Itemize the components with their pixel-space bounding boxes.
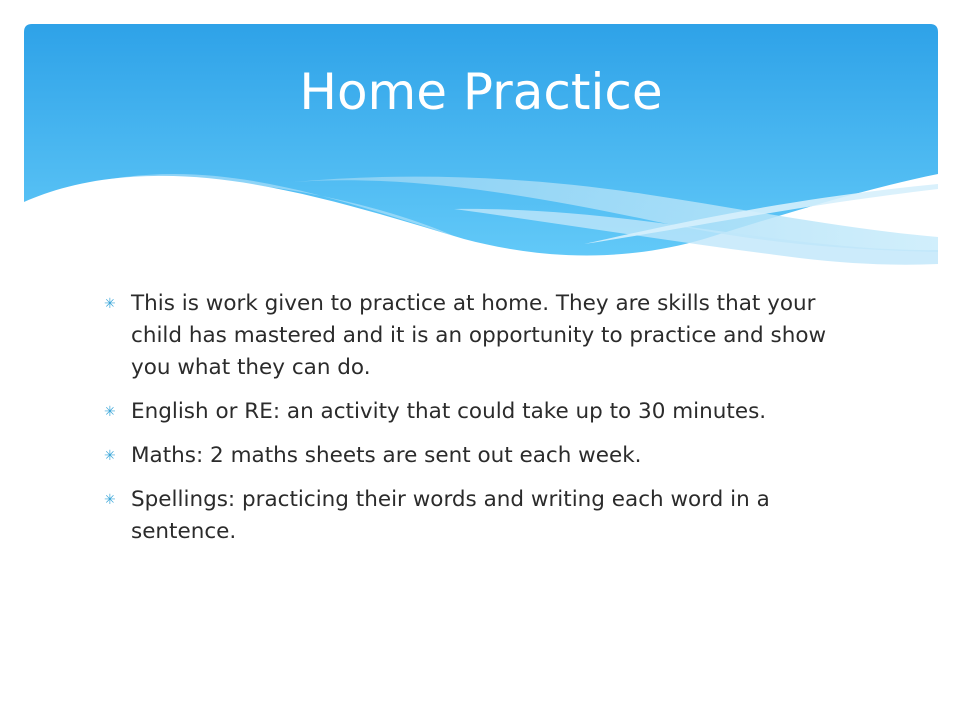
asterisk-bullet-icon: ✳ bbox=[104, 492, 116, 508]
bullet-text: This is work given to practice at home. They are skills that your child has mastered and it is an opportunity to practice and show you what they can do. bbox=[131, 291, 827, 380]
bullet-item bbox=[104, 396, 864, 428]
asterisk-bullet-icon: ✳ bbox=[104, 404, 116, 420]
slide-title: Home Practice bbox=[299, 63, 663, 121]
bullet-item bbox=[104, 484, 864, 548]
asterisk-bullet-icon: ✳ bbox=[104, 296, 116, 312]
bullet-item bbox=[104, 288, 864, 384]
bullet-item bbox=[104, 440, 864, 472]
bullet-list bbox=[104, 288, 864, 560]
asterisk-bullet-icon: ✳ bbox=[104, 448, 116, 464]
bullet-text: Maths: 2 maths sheets are sent out each week. bbox=[131, 443, 642, 468]
bullet-text: Spellings: practicing their words and writing each word in a sentence. bbox=[131, 487, 770, 544]
bullet-text: English or RE: an activity that could take up to 30 minutes. bbox=[131, 399, 767, 424]
